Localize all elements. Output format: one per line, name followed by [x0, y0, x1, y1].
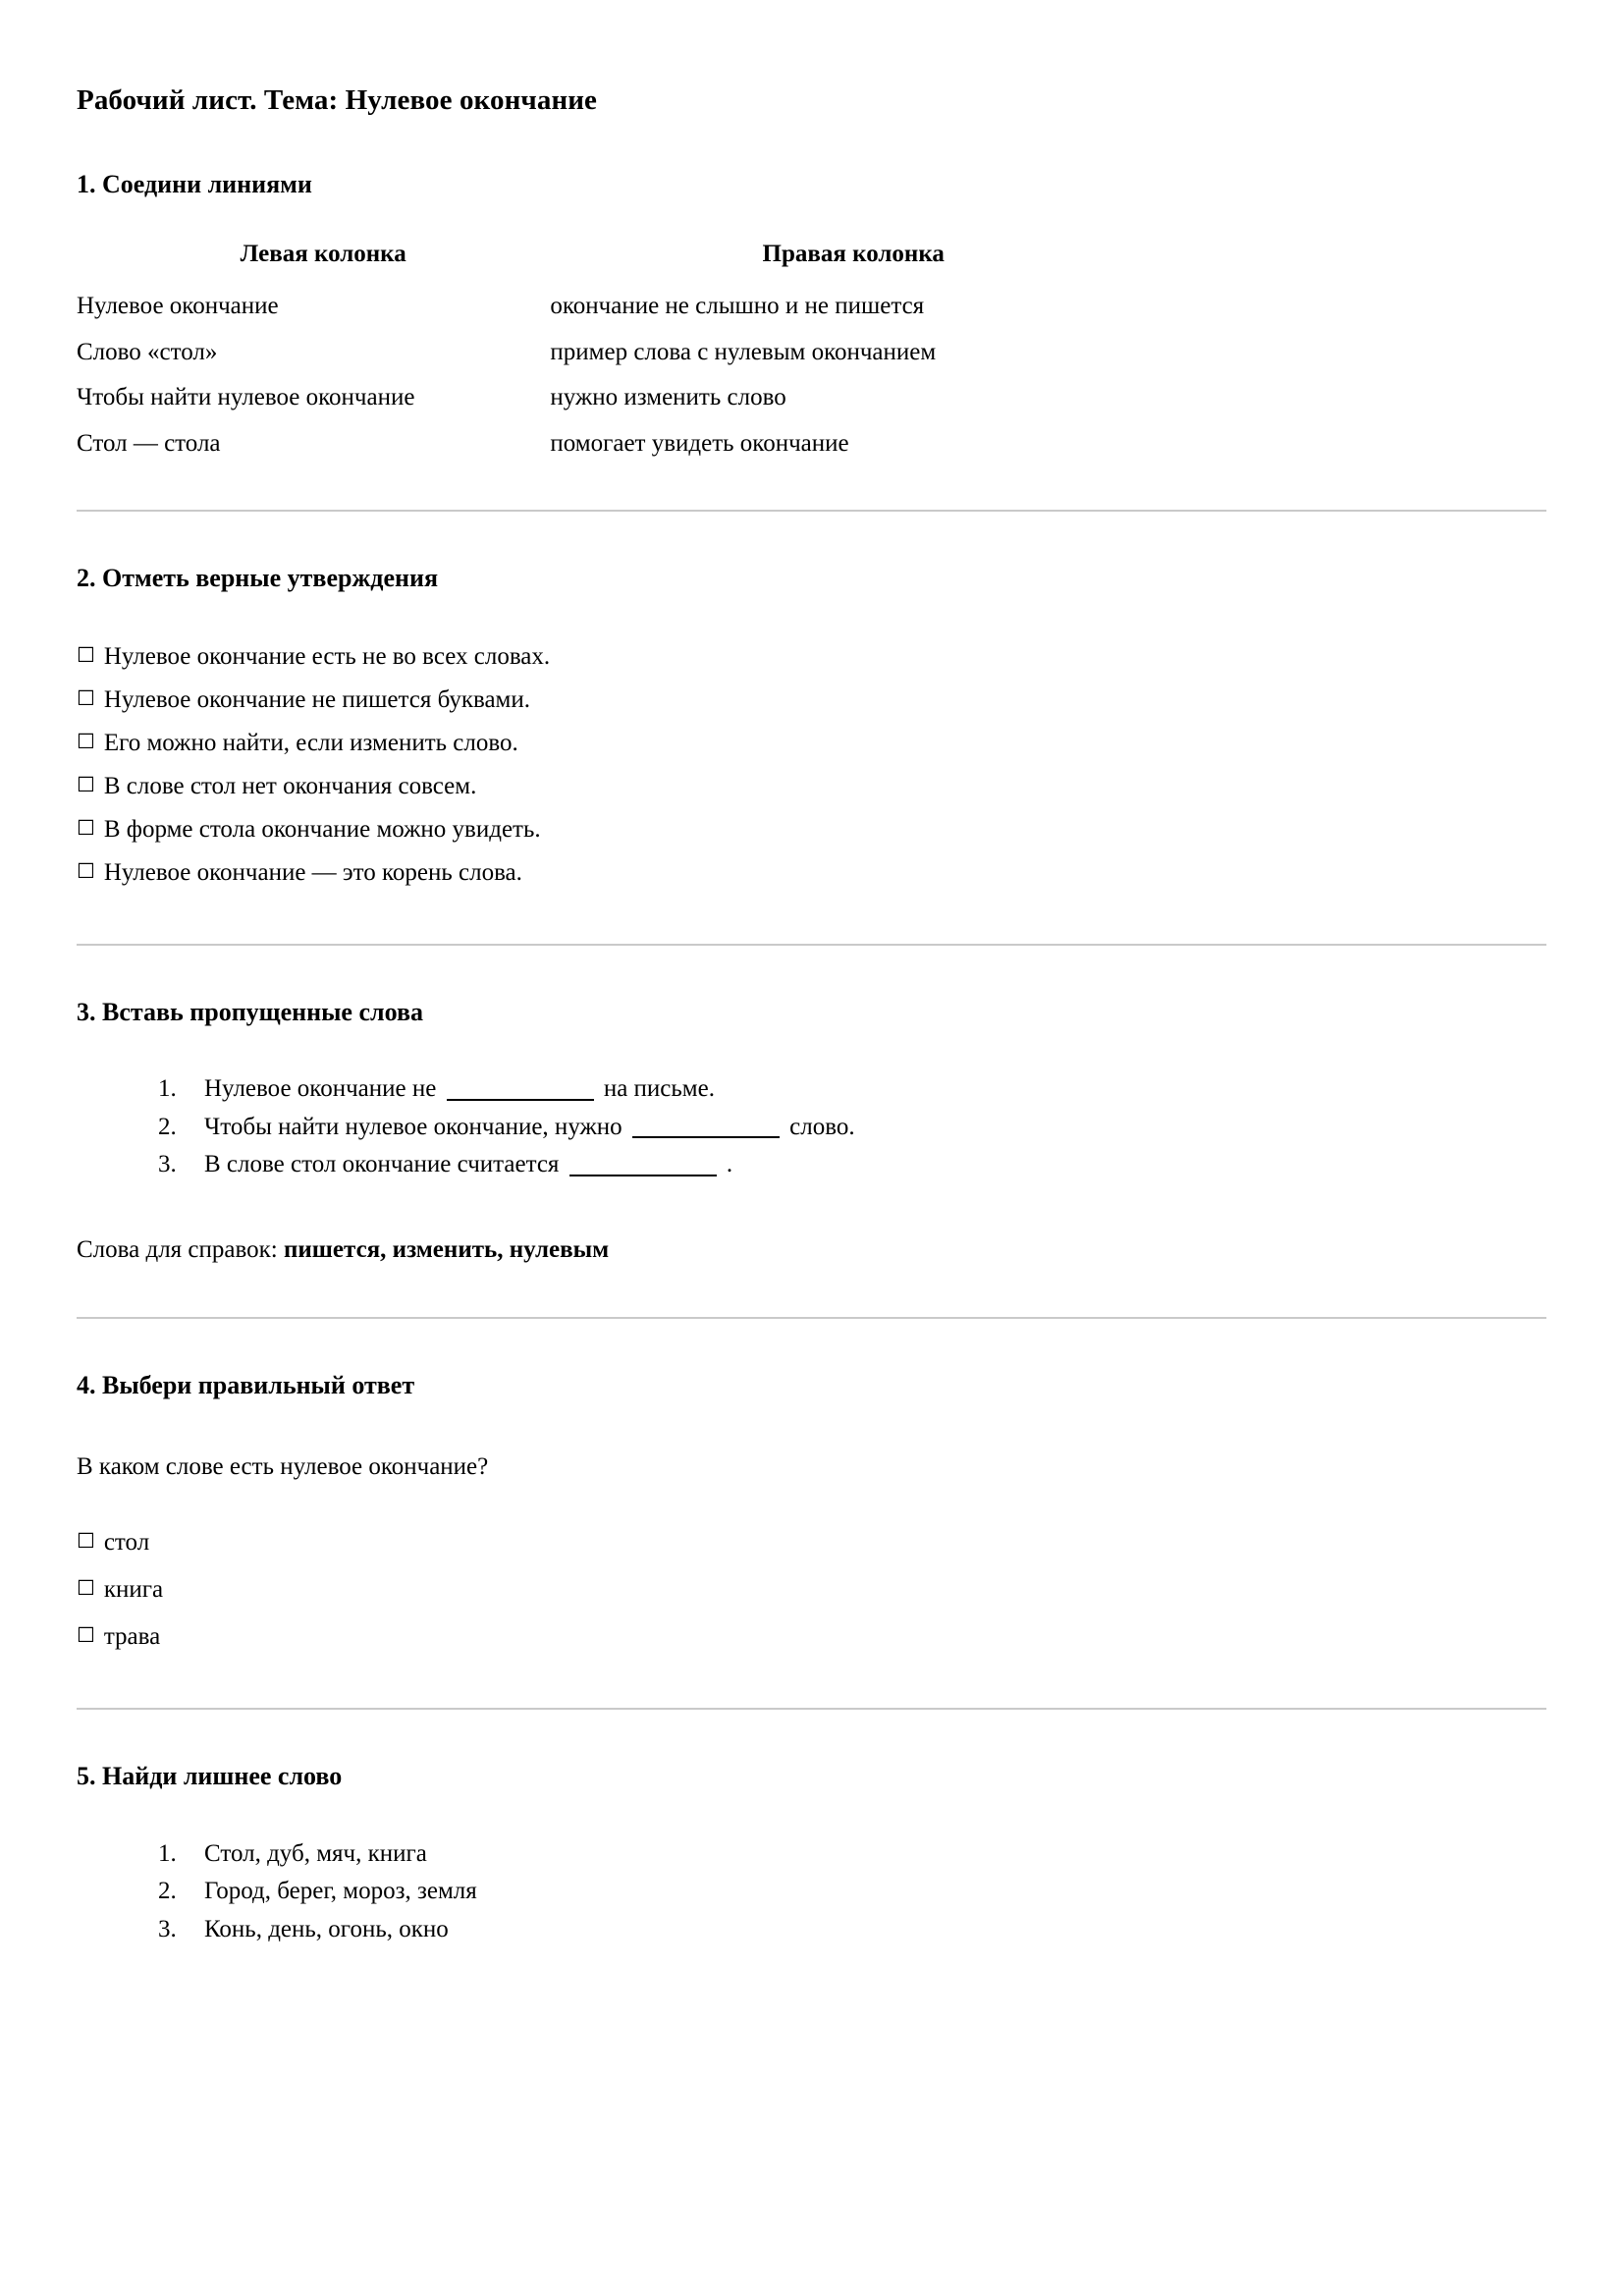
table-row — [77, 284, 1157, 330]
blank-input[interactable] — [569, 1149, 717, 1176]
match-left-item[interactable]: Слово «стол» — [77, 338, 218, 365]
section-1-heading: 1. Соедини линиями — [77, 170, 312, 199]
option-label: книга — [103, 1576, 164, 1604]
list-item[interactable] — [77, 813, 1546, 846]
match-left-item[interactable]: Нулевое окончание — [77, 293, 279, 320]
blank-sentence-after: слово. — [789, 1113, 855, 1140]
list-item — [183, 1147, 1546, 1183]
answer-options-list — [77, 1526, 1546, 1653]
statement-label: Его можно найти, если изменить слово. — [103, 729, 518, 756]
checkbox-icon[interactable]: ☐ — [77, 1529, 95, 1554]
table-row — [77, 421, 1157, 467]
list-item[interactable]: 1. Стол, дуб, мяч, книга — [183, 1836, 1546, 1873]
reference-words-label: Слова для справок: — [77, 1235, 278, 1263]
statement-label: В форме стола окончание можно увидеть. — [103, 815, 541, 843]
list-item[interactable] — [77, 1573, 1546, 1606]
list-item — [183, 1071, 1546, 1108]
checkbox-icon[interactable]: ☐ — [77, 729, 95, 753]
statement-label: Нулевое окончание есть не во всех словах. — [103, 642, 551, 670]
list-item[interactable]: 3. Конь, день, огонь, окно — [183, 1912, 1546, 1948]
blank-sentence-before: В слове стол окончание считается — [204, 1151, 560, 1178]
reference-words-values: пишется, изменить, нулевым — [283, 1235, 610, 1263]
checkbox-icon[interactable]: ☐ — [77, 642, 95, 667]
list-item[interactable] — [77, 1620, 1546, 1653]
checkbox-icon[interactable]: ☐ — [77, 1623, 95, 1648]
statements-checklist — [77, 640, 1546, 889]
section-divider — [77, 510, 1546, 512]
checkbox-icon[interactable]: ☐ — [77, 858, 95, 883]
section-4-question: В каком слове есть нулевое окончание? — [77, 1452, 489, 1480]
page-title: Рабочий лист. Тема: Нулевое окончание — [77, 84, 598, 116]
match-left-item[interactable]: Стол — стола — [77, 429, 221, 457]
table-row — [77, 375, 1157, 421]
section-5-heading: 5. Найди лишнее слово — [77, 1762, 343, 1791]
match-left-item[interactable]: Чтобы найти нулевое окончание — [77, 384, 415, 411]
section-3-heading: 3. Вставь пропущенные слова — [77, 997, 423, 1026]
list-item[interactable]: 2. Город, берег, мороз, земля — [183, 1874, 1546, 1910]
statement-label: В слове стол нет окончания совсем. — [103, 772, 477, 799]
match-right-item[interactable]: пример слова с нулевым окончанием — [550, 338, 937, 365]
list-item[interactable] — [77, 1526, 1546, 1558]
blank-input[interactable] — [447, 1073, 594, 1101]
blank-sentence-after: . — [726, 1151, 733, 1178]
table-header-row — [77, 239, 1157, 285]
list-item[interactable] — [77, 683, 1546, 716]
statement-label: Нулевое окончание — это корень слова. — [103, 858, 522, 886]
odd-one-out-list — [77, 1836, 1546, 1948]
checkbox-icon[interactable]: ☐ — [77, 772, 95, 796]
section-divider — [77, 944, 1546, 946]
match-right-item[interactable]: нужно изменить слово — [550, 384, 786, 411]
reference-words-line — [77, 1234, 1546, 1267]
blank-sentence-after: на письме. — [603, 1075, 715, 1103]
list-item[interactable] — [77, 727, 1546, 759]
match-right-item[interactable]: помогает увидеть окончание — [550, 429, 849, 457]
list-item[interactable] — [77, 856, 1546, 889]
match-right-item[interactable]: окончание не слышно и не пишется — [550, 293, 925, 320]
section-4-heading: 4. Выбери правильный ответ — [77, 1371, 415, 1400]
checkbox-icon[interactable]: ☐ — [77, 1576, 95, 1601]
checkbox-icon[interactable]: ☐ — [77, 815, 95, 840]
list-item — [183, 1110, 1546, 1146]
option-label: стол — [103, 1529, 150, 1557]
section-2-heading: 2. Отметь верные утверждения — [77, 564, 439, 593]
checkbox-icon[interactable]: ☐ — [77, 685, 95, 710]
statement-label: Нулевое окончание не пишется буквами. — [103, 685, 531, 713]
list-item[interactable] — [77, 640, 1546, 673]
blank-sentence-before: Нулевое окончание не — [204, 1075, 437, 1103]
blank-sentence-before: Чтобы найти нулевое окончание, нужно — [204, 1113, 622, 1140]
fill-in-blanks-list — [77, 1071, 1546, 1183]
matching-table — [77, 239, 1157, 467]
list-item[interactable] — [77, 770, 1546, 802]
option-label: трава — [103, 1623, 161, 1651]
column-header-right: Правая колонка — [762, 240, 945, 267]
section-divider — [77, 1708, 1546, 1710]
section-divider — [77, 1317, 1546, 1319]
blank-input[interactable] — [632, 1112, 780, 1139]
table-row — [77, 330, 1157, 376]
column-header-left: Левая колонка — [240, 240, 406, 267]
